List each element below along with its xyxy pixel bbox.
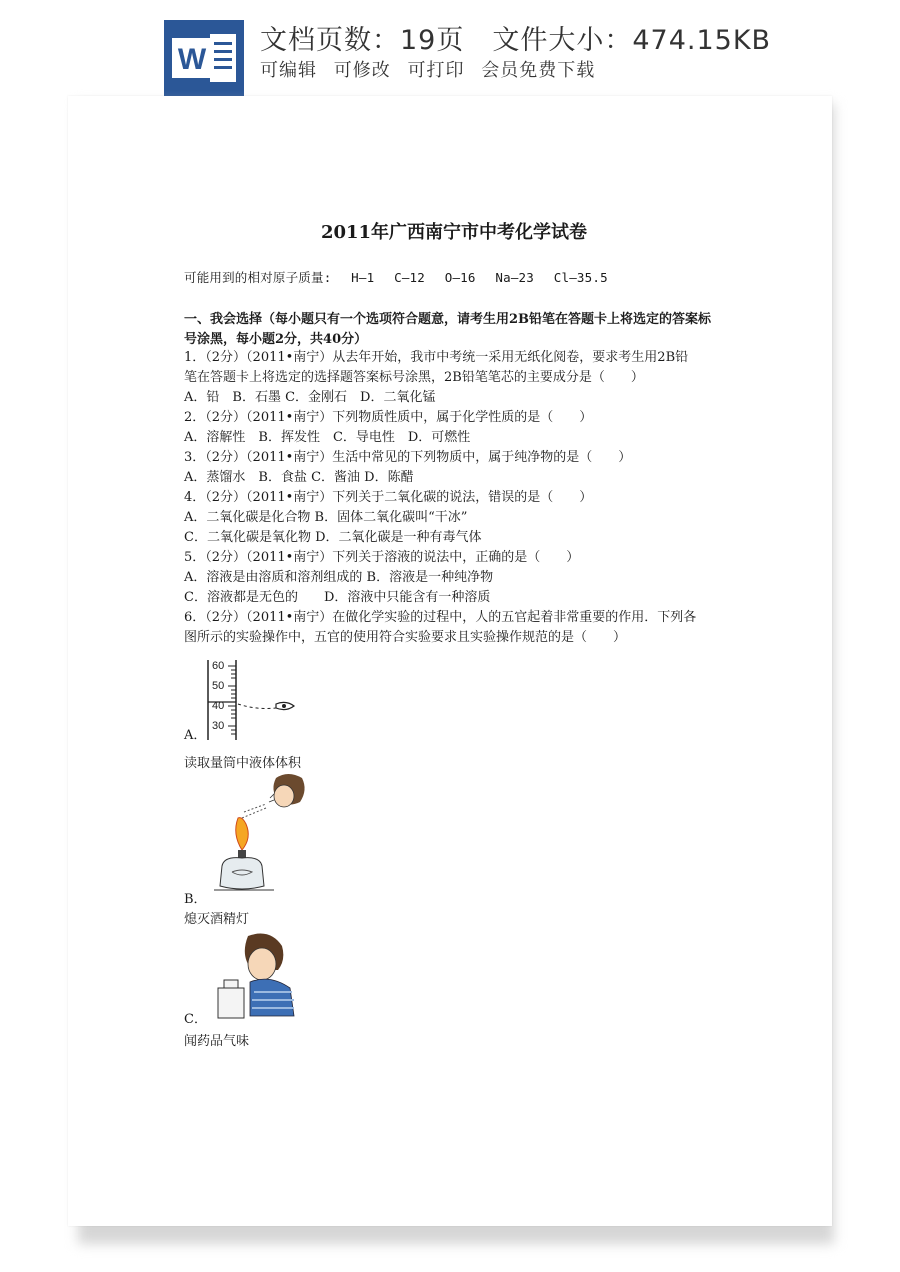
question-text: 图所示的实验操作中，五官的使用符合实验要求且实验操作规范的是（ ） <box>184 630 627 645</box>
download-banner <box>0 0 900 100</box>
figure-c-caption: 闻药品气味 <box>184 1034 250 1049</box>
smelling-chemical-figure <box>210 930 310 1022</box>
svg-text:W: W <box>177 43 207 76</box>
answer-options: A．溶解性 B．挥发性 C．导电性 D．可燃性 <box>184 430 471 445</box>
file-size: 文件大小：474.15KB <box>492 25 772 56</box>
question-text: 4．（2分）（2011•南宁）下列关于二氧化碳的说法，错误的是（ ） <box>184 490 593 505</box>
feature-list <box>260 56 605 82</box>
scale-tick-label: 30 <box>212 720 225 732</box>
question-text: 3．（2分）（2011•南宁）生活中常见的下列物质中，属于纯净物的是（ ） <box>184 450 632 465</box>
scale-tick-label: 40 <box>212 700 225 712</box>
atomic-masses-label: 可能用到的相对原子质量: <box>184 270 332 285</box>
figure-b-label: B． <box>184 892 207 907</box>
answer-options: A．铅 B．石墨 C．金刚石 D．二氧化锰 <box>184 390 436 405</box>
atomic-masses <box>184 268 620 286</box>
figure-c-label: C． <box>184 1012 207 1027</box>
question-text: 6．（2分）（2011•南宁）在做化学实验的过程中，人的五官起着非常重要的作用．下列各 <box>184 610 697 625</box>
atomic-mass: Cl—35.5 <box>553 270 608 285</box>
feature-modifiable: 可修改 <box>333 60 391 81</box>
section-heading: 一、我会选择（每小题只有一个选项符合题意，请考生用2B铅笔在答题卡上将选定的答案标号涂黑，每小题2分，共40分） <box>184 312 712 347</box>
figure-a-label: A． <box>184 728 207 743</box>
page-count: 文档页数：19页 <box>260 25 465 56</box>
feature-printable: 可打印 <box>407 60 465 81</box>
feature-member-download[interactable]: 会员免费下载 <box>481 60 596 81</box>
question-text: 1．（2分）（2011•南宁）从去年开始，我市中考统一采用无纸化阅卷，要求考生用2B铅 <box>184 350 689 365</box>
atomic-mass: Na—23 <box>495 270 535 285</box>
file-info <box>260 18 771 57</box>
answer-options: A．溶液是由溶质和溶剂组成的 B．溶液是一种纯净物 <box>184 570 494 585</box>
answer-options: C．二氧化碳是氧化物 D．二氧化碳是一种有毒气体 <box>184 530 482 545</box>
figure-b-caption: 熄灭酒精灯 <box>184 912 250 927</box>
question-text: 2．（2分）（2011•南宁）下列物质性质中，属于化学性质的是（ ） <box>184 410 593 425</box>
atomic-mass: H—1 <box>351 270 375 285</box>
question-text: 笔在答题卡上将选定的选择题答案标号涂黑，2B铅笔笔芯的主要成分是（ ） <box>184 370 644 385</box>
document-title: 2011年广西南宁市中考化学试卷 <box>320 222 588 243</box>
scale-tick-label: 50 <box>212 680 225 692</box>
question-text: 5．（2分）（2011•南宁）下列关于溶液的说法中，正确的是（ ） <box>184 550 580 565</box>
graduated-cylinder-figure <box>206 656 316 742</box>
atomic-mass: C—12 <box>394 270 425 285</box>
feature-editable: 可编辑 <box>260 60 317 81</box>
answer-options: A．二氧化碳是化合物 B．固体二氧化碳叫“干冰” <box>184 510 468 525</box>
figure-a-caption: 读取量筒中液体体积 <box>184 756 302 771</box>
word-document-icon <box>164 20 244 96</box>
alcohol-lamp-figure <box>214 768 314 898</box>
document-page <box>68 96 832 1226</box>
answer-options: A．蒸馏水 B．食盐 C．酱油 D．陈醋 <box>184 470 414 485</box>
atomic-mass: O—16 <box>444 270 476 285</box>
answer-options: C．溶液都是无色的 D．溶液中只能含有一种溶质 <box>184 590 491 605</box>
scale-tick-label: 60 <box>212 660 225 672</box>
